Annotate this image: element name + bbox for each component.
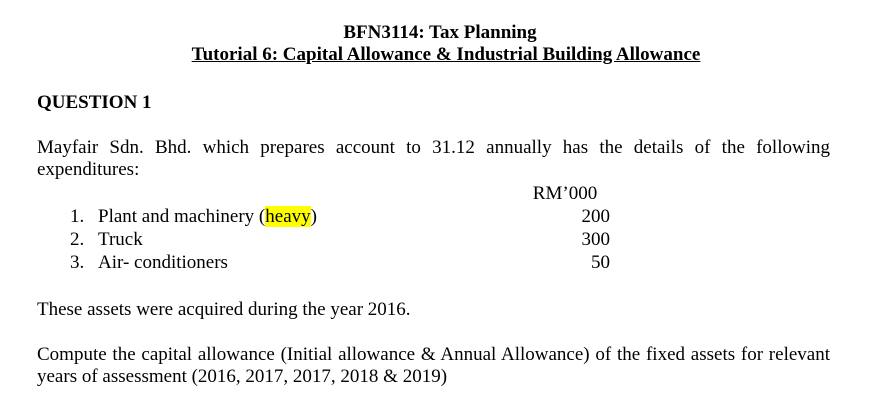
item-label-end: ) <box>310 206 317 227</box>
item-label: Truck <box>98 229 143 250</box>
intro-paragraph: Mayfair Sdn. Bhd. which prepares account to 31.12 annually has the details of the following expenditures: <box>37 137 830 180</box>
item-amount: 300 <box>581 229 610 250</box>
instruction-paragraph: Compute the capital allowance (Initial allowance & Annual Allowance) of the fixed assets for relevant years of assessment (2016, 2017, 2017, 2018 & 2019) <box>37 344 830 387</box>
highlighted-word: heavy <box>265 206 311 227</box>
list-item <box>70 229 630 252</box>
item-number: 2. <box>70 229 85 250</box>
item-label: Air- conditioners <box>98 252 228 273</box>
course-title: BFN3114: Tax Planning <box>343 22 537 43</box>
item-number: 1. <box>70 206 85 227</box>
list-item <box>70 252 630 275</box>
item-label-text: Plant and machinery ( <box>98 206 266 227</box>
item-number: 3. <box>70 252 85 273</box>
item-amount: 200 <box>581 206 610 227</box>
tutorial-title: Tutorial 6: Capital Allowance & Industrial Building Allowance <box>191 44 701 65</box>
acquired-note: These assets were acquired during the year 2016. <box>37 299 411 320</box>
currency-header: RM’000 <box>532 183 598 204</box>
question-heading: QUESTION 1 <box>37 92 152 113</box>
item-label <box>98 206 530 228</box>
expenditure-list <box>70 206 630 275</box>
item-amount: 50 <box>591 252 610 273</box>
list-item <box>70 206 630 229</box>
